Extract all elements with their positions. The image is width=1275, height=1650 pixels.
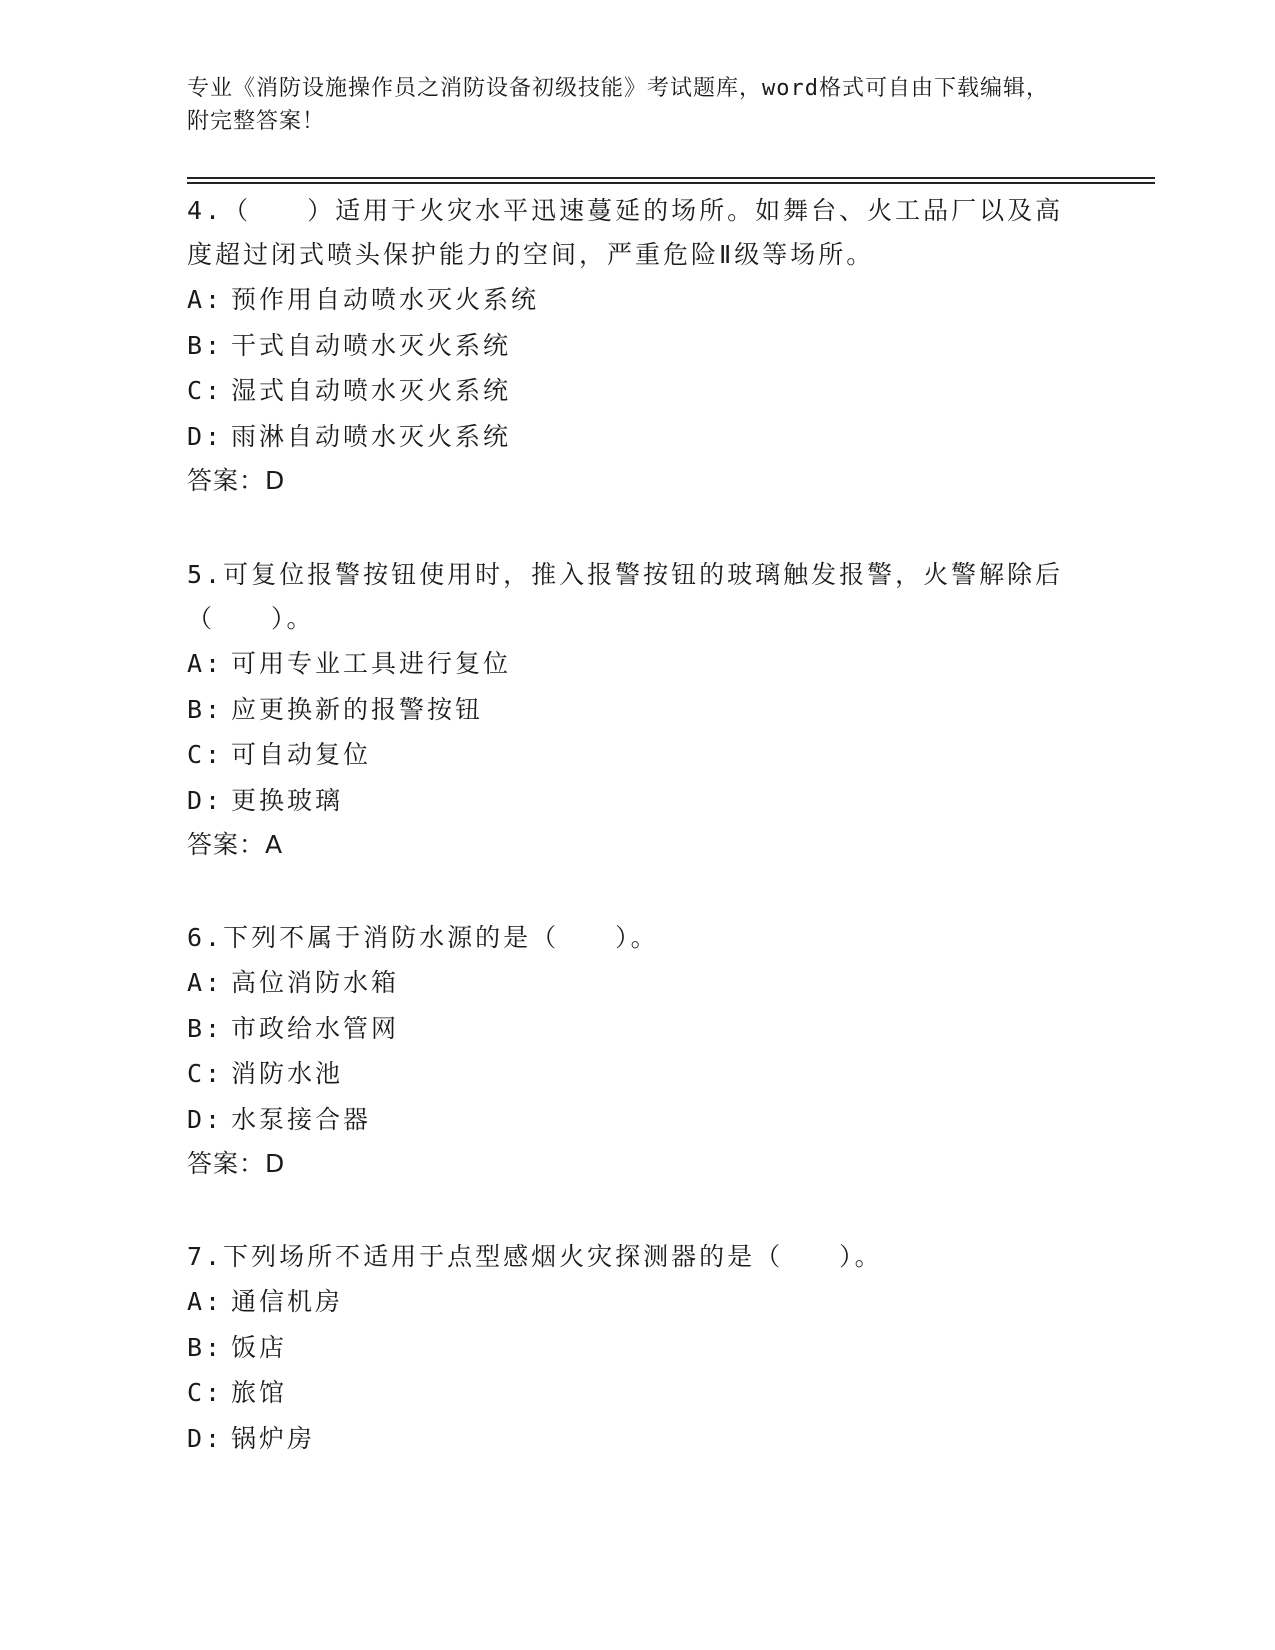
question-stem: 4.（ ）适用于火灾水平迅速蔓延的场所。如舞台、火工品厂以及高度超过闭式喷头保护能力的空间，严重危险Ⅱ级等场所。 [187,196,1064,269]
option-c [187,1370,1067,1416]
question-6 [187,916,1067,1186]
option-letter: D: [187,785,224,815]
option-letter: C: [187,740,224,769]
option-letter: A: [187,649,224,678]
answer-line: 答案：A [187,830,284,859]
option-d [187,1416,1067,1462]
option-text: 应更换新的报警按钮 [231,694,484,724]
option-text: 市政给水管网 [231,1013,400,1043]
option-text: 水泵接合器 [231,1104,372,1134]
option-text: 干式自动喷水灭火系统 [231,330,512,360]
option-letter: B: [187,1013,224,1043]
option-a [187,960,1067,1006]
option-d [187,778,1067,824]
option-c [187,368,1067,414]
option-text: 雨淋自动喷水灭火系统 [231,421,512,451]
option-text: 通信机房 [231,1287,344,1316]
option-d [187,414,1067,460]
option-text: 消防水池 [231,1059,344,1088]
option-letter: D: [187,1423,224,1453]
option-text: 可自动复位 [231,740,372,769]
answer-line: 答案：D [187,1149,286,1178]
option-letter: A: [187,968,224,997]
option-letter: B: [187,1332,224,1362]
option-letter: D: [187,1104,224,1134]
question-5 [187,553,1067,867]
option-text: 旅馆 [231,1378,288,1407]
option-a [187,1279,1067,1325]
option-letter: C: [187,1378,224,1407]
option-letter: B: [187,330,224,360]
option-text: 预作用自动喷水灭火系统 [231,285,540,314]
option-c [187,732,1067,778]
option-b [187,1325,1067,1371]
option-b [187,323,1067,369]
question-stem: 6.下列不属于消防水源的是（ ）。 [187,923,659,952]
header-divider-bottom [187,182,1155,184]
option-a [187,277,1067,323]
answer-line: 答案：D [187,466,286,495]
option-d [187,1097,1067,1143]
option-text: 高位消防水箱 [231,968,400,997]
option-letter: C: [187,1059,224,1088]
question-4 [187,189,1067,503]
option-letter: A: [187,1287,224,1316]
option-letter: A: [187,285,224,314]
option-letter: C: [187,376,224,405]
option-b [187,1006,1067,1052]
option-text: 可用专业工具进行复位 [231,649,512,678]
option-text: 湿式自动喷水灭火系统 [231,376,512,405]
document-header: 专业《消防设施操作员之消防设备初级技能》考试题库，word格式可自由下载编辑，附完整答案！ [187,76,1049,134]
option-text: 饭店 [231,1332,288,1362]
option-letter: D: [187,421,224,451]
question-7 [187,1235,1067,1461]
question-stem: 7.下列场所不适用于点型感烟火灾探测器的是（ ）。 [187,1242,883,1271]
option-b [187,687,1067,733]
option-letter: B: [187,694,224,724]
option-c [187,1051,1067,1097]
option-text: 更换玻璃 [231,785,344,815]
header-divider-top [187,177,1155,179]
option-a [187,641,1067,687]
option-text: 锅炉房 [231,1423,316,1453]
question-stem: 5.可复位报警按钮使用时，推入报警按钮的玻璃触发报警，火警解除后（ ）。 [187,560,1064,633]
